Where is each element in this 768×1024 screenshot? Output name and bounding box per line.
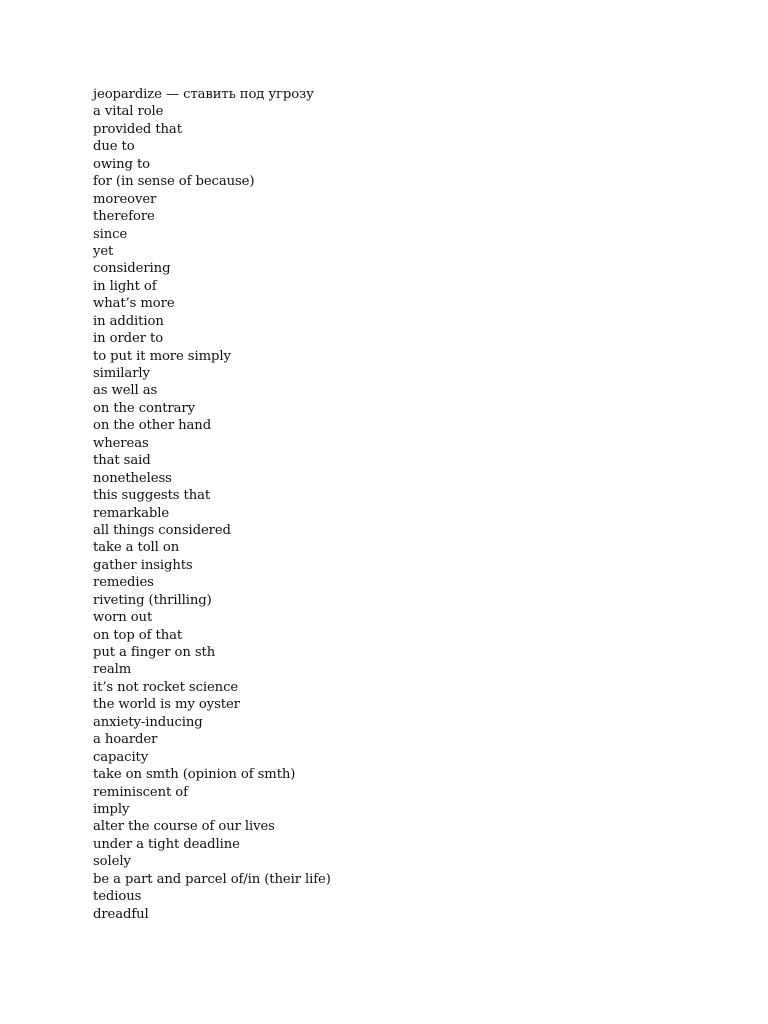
- list-item: imply: [93, 801, 130, 817]
- list-item: reminiscent of: [93, 784, 188, 800]
- list-item: anxiety-inducing: [93, 714, 203, 730]
- vocabulary-list: [93, 86, 331, 923]
- list-item: as well as: [93, 383, 158, 399]
- list-item: jeopardize — ставить под угрозу: [93, 87, 314, 102]
- list-item: for (in sense of because): [93, 174, 255, 190]
- list-item: under a tight deadline: [93, 836, 240, 852]
- list-item: it’s not rocket science: [93, 679, 239, 695]
- list-item: take on smth (opinion of smth): [93, 767, 296, 783]
- list-item: owing to: [93, 156, 151, 172]
- list-item: moreover: [93, 191, 157, 207]
- list-item: gather insights: [93, 557, 193, 573]
- list-item: similarly: [93, 366, 150, 381]
- list-item: take a toll on: [93, 540, 180, 556]
- list-item: this suggests that: [93, 488, 211, 504]
- list-item: dreadful: [93, 906, 149, 922]
- list-item: yet: [93, 243, 114, 259]
- list-item: the world is my oyster: [93, 697, 240, 713]
- list-item: in order to: [93, 331, 164, 347]
- list-item: nonetheless: [93, 470, 172, 486]
- list-item: due to: [93, 139, 135, 155]
- list-item: capacity: [93, 749, 149, 765]
- list-item: a vital role: [93, 104, 164, 120]
- list-item: put a finger on sth: [93, 645, 216, 660]
- list-item: since: [93, 226, 128, 242]
- list-item: a hoarder: [93, 732, 158, 748]
- list-item: on the contrary: [93, 400, 195, 416]
- list-item: in light of: [93, 278, 157, 294]
- list-item: tedious: [93, 889, 142, 905]
- list-item: in addition: [93, 313, 164, 329]
- list-item: all things considered: [93, 522, 231, 538]
- list-item: be a part and parcel of/in (their life): [93, 871, 331, 887]
- list-item: remedies: [93, 575, 154, 591]
- list-item: worn out: [93, 610, 153, 626]
- list-item: riveting (thrilling): [93, 592, 212, 608]
- list-item: provided that: [93, 121, 182, 137]
- list-item: that said: [93, 453, 151, 469]
- list-item: on top of that: [93, 627, 183, 643]
- list-item: whereas: [93, 435, 149, 451]
- list-item: alter the course of our lives: [93, 819, 275, 835]
- list-item: to put it more simply: [93, 348, 231, 364]
- list-item: on the other hand: [93, 418, 212, 434]
- list-item: what’s more: [93, 296, 175, 312]
- list-item: realm: [93, 662, 132, 678]
- list-item: therefore: [93, 209, 155, 225]
- list-item: solely: [93, 854, 131, 870]
- list-item: remarkable: [93, 505, 170, 521]
- list-item: considering: [93, 261, 171, 277]
